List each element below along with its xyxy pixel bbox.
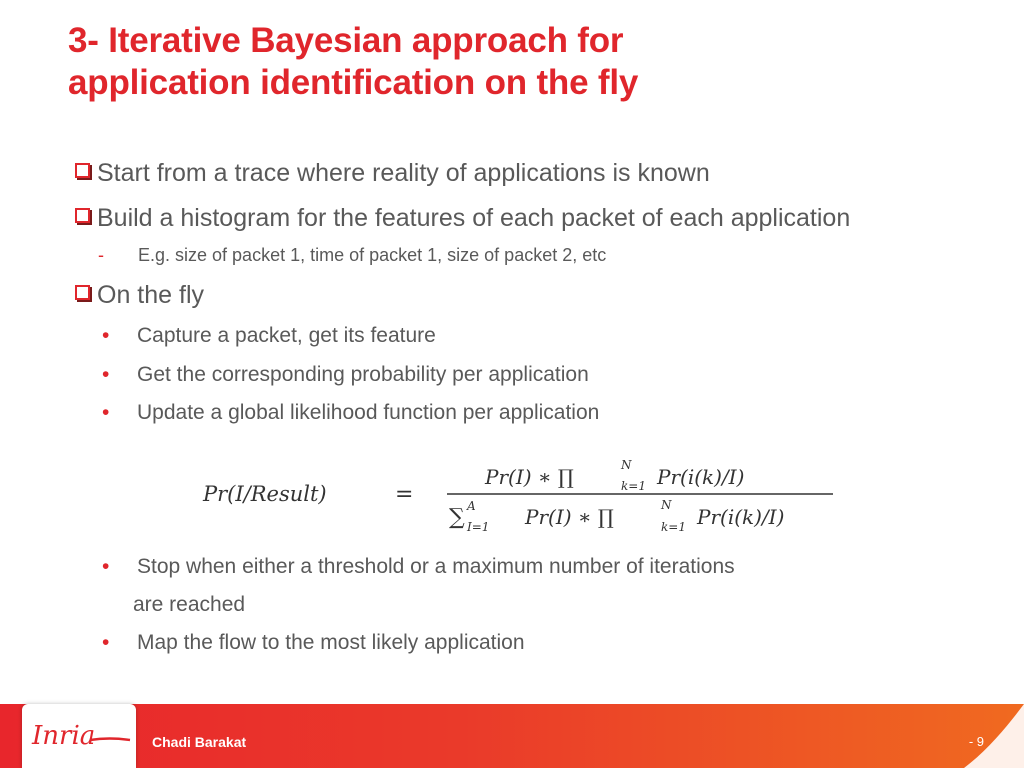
logo-text: Inria xyxy=(32,721,96,751)
list-item-text: Get the corresponding probability per application xyxy=(137,363,589,386)
formula-equals: = xyxy=(395,482,414,507)
formula-prod-lower: k=1 xyxy=(621,479,646,493)
list-item-text: Update a global likelihood function per application xyxy=(137,401,600,424)
bullet-dot-icon: • xyxy=(102,324,110,347)
formula-numerator-tail: Pr(i(k)/I) xyxy=(657,465,745,489)
formula-denominator-mid: Pr(I) ∗ ∏ xyxy=(525,505,614,529)
formula-sum-lower: I=1 xyxy=(467,520,490,534)
title-line-2: application identification on the fly xyxy=(68,63,639,102)
bullet-dot-icon: • xyxy=(102,401,110,424)
list-item-text: Capture a packet, get its feature xyxy=(137,324,436,347)
bayes-formula xyxy=(195,458,845,538)
checkbox-bullet-icon xyxy=(75,163,90,178)
formula-prod-upper: N xyxy=(621,458,632,472)
list-item-text: Map the flow to the most likely application xyxy=(137,631,525,654)
author-name: Chadi Barakat xyxy=(152,734,247,750)
bullet-dot-icon: • xyxy=(102,631,110,654)
bullet-text: On the fly xyxy=(97,281,204,309)
title-line-1: 3- Iterative Bayesian approach for xyxy=(68,21,624,60)
sub-bullet-example: E.g. size of packet 1, time of packet 1, size of packet 2, etc xyxy=(138,245,607,265)
formula-numerator: Pr(I) ∗ ∏ xyxy=(485,465,574,489)
formula-lhs: Pr(I/Result) xyxy=(203,482,327,506)
formula-prod-lower-den: k=1 xyxy=(661,520,686,534)
checkbox-bullet-icon xyxy=(75,208,90,223)
bullet-dot-icon: • xyxy=(102,363,110,386)
dash-marker: - xyxy=(98,245,104,265)
inria-logo-icon xyxy=(28,718,132,754)
checkbox-bullet-icon xyxy=(75,285,90,300)
bullet-dot-icon: • xyxy=(102,555,110,578)
formula-sum-upper: A xyxy=(467,499,476,513)
list-item-text: Stop when either a threshold or a maximum number of iterations xyxy=(137,555,735,578)
formula-denominator-tail: Pr(i(k)/I) xyxy=(697,505,785,529)
formula-prod-upper-den: N xyxy=(661,498,672,512)
bullet-text: Build a histogram for the features of each packet of each application xyxy=(97,204,851,232)
bullet-text: Start from a trace where reality of applications is known xyxy=(97,159,710,187)
inria-logo xyxy=(22,704,136,768)
formula-sum-symbol: ∑ xyxy=(449,505,465,530)
page-number: - 9 xyxy=(968,734,984,749)
list-item-stop-continuation: are reached xyxy=(133,593,246,616)
slide-title xyxy=(68,20,968,104)
footer-wave-decoration xyxy=(904,704,1024,768)
